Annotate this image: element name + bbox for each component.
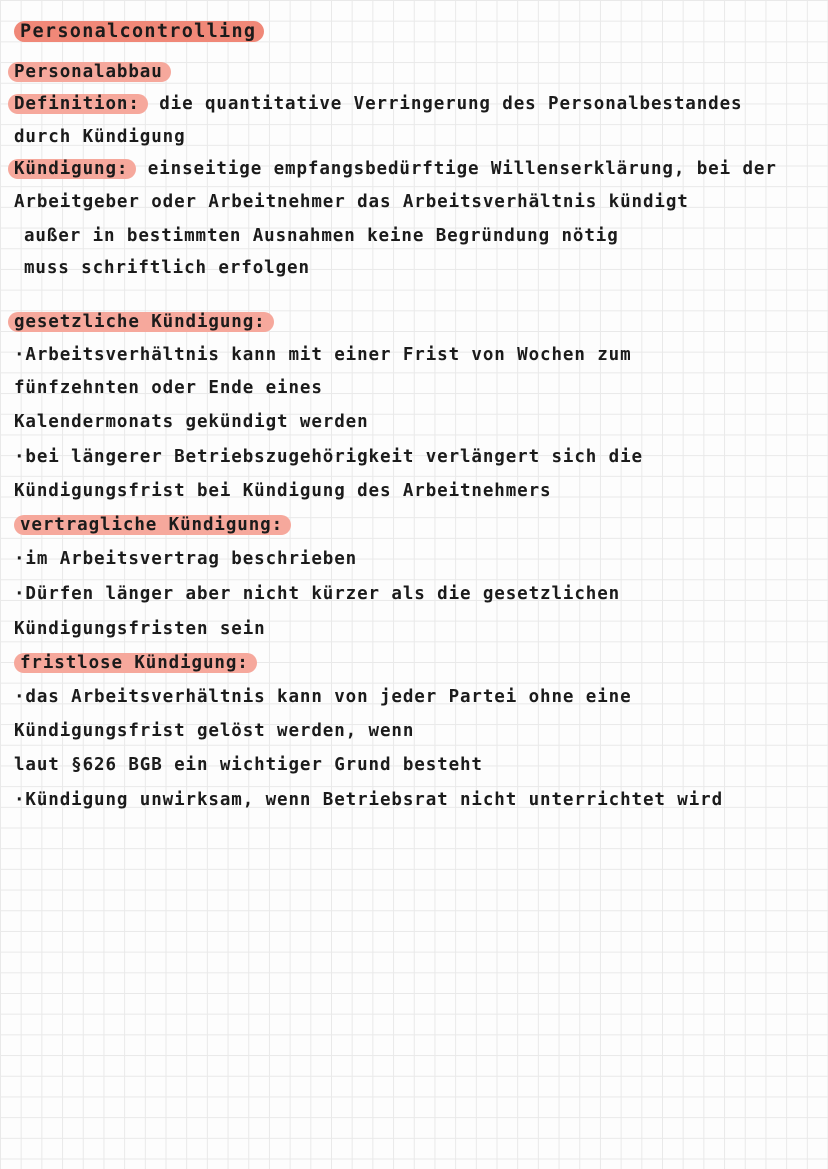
- section-heading-text: fristlose Kündigung:: [14, 653, 257, 673]
- fristlos-line-4: ·Kündigung unwirksam, wenn Betriebsrat nicht unterrichtet wird: [14, 790, 724, 810]
- fristlos-line-2: Kündigungsfrist gelöst werden, wenn: [14, 721, 415, 741]
- kuendigung-text: einseitige empfangsbedürftige Willenserklärung, bei der: [136, 159, 777, 179]
- vertraglich-line-3: Kündigungsfristen sein: [14, 619, 266, 639]
- section-heading-fristlos: [20, 651, 257, 675]
- page-title: [20, 20, 264, 44]
- gesetzlich-line-1: ·Arbeitsverhältnis kann mit einer Frist von Wochen zum: [14, 345, 632, 365]
- definition-text: die quantitative Verringerung des Personalbestandes: [147, 94, 743, 114]
- kuendigung-line-4: muss schriftlich erfolgen: [24, 258, 310, 278]
- fristlos-line-1: ·das Arbeitsverhältnis kann von jeder Partei ohne eine: [14, 687, 632, 707]
- gesetzlich-line-4: ·bei längerer Betriebszugehörigkeit verlängert sich die: [14, 447, 643, 467]
- fristlos-line-3: laut §626 BGB ein wichtiger Grund besteht: [14, 755, 483, 775]
- section-heading-personalabbau: [14, 60, 171, 84]
- gesetzlich-line-5: Kündigungsfrist bei Kündigung des Arbeitnehmers: [14, 481, 552, 501]
- page-title-text: Personalcontrolling: [14, 21, 264, 42]
- kuendigung-line-3: außer in bestimmten Ausnahmen keine Begründung nötig: [24, 226, 619, 246]
- kuendigung-term: Kündigung:: [8, 159, 136, 179]
- definition-term: Definition:: [8, 94, 148, 114]
- vertraglich-line-1: ·im Arbeitsvertrag beschrieben: [14, 549, 358, 569]
- vertraglich-line-2: ·Dürfen länger aber nicht kürzer als die gesetzlichen: [14, 584, 621, 604]
- section-heading-gesetzlich: [14, 310, 274, 334]
- kuendigung-line-2: Arbeitgeber oder Arbeitnehmer das Arbeitsverhältnis kündigt: [14, 192, 689, 212]
- definition-line: [14, 92, 742, 116]
- section-heading-vertraglich: [20, 513, 291, 537]
- kuendigung-line: [14, 157, 777, 181]
- definition-line-2: durch Kündigung: [14, 127, 186, 147]
- section-heading-text: gesetzliche Kündigung:: [8, 312, 274, 332]
- section-heading-text: Personalabbau: [8, 62, 171, 82]
- section-heading-text: vertragliche Kündigung:: [14, 515, 291, 535]
- gesetzlich-line-2: fünfzehnten oder Ende eines: [14, 378, 323, 398]
- gesetzlich-line-3: Kalendermonats gekündigt werden: [14, 412, 369, 432]
